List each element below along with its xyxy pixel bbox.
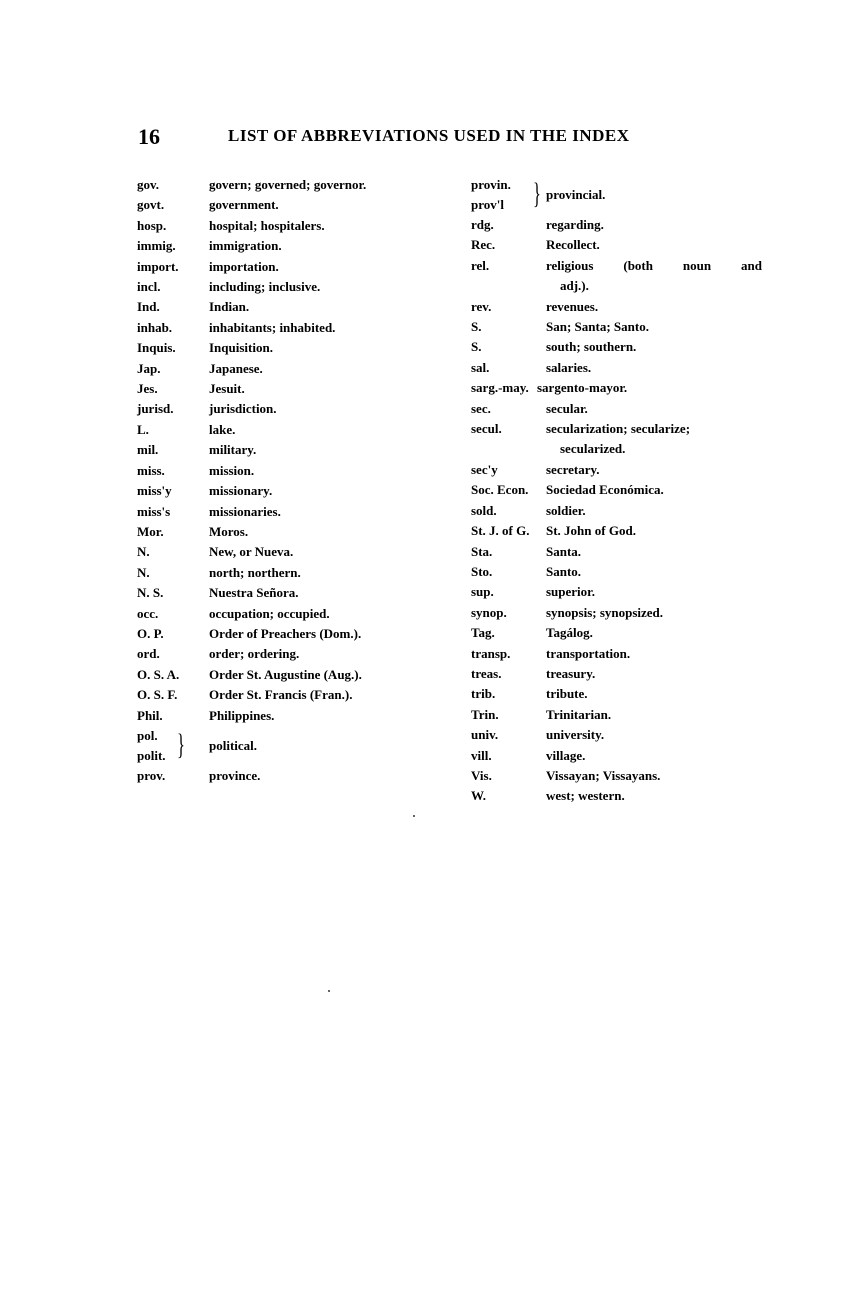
definition: west; western.: [546, 788, 625, 804]
abbreviation-entry: [137, 481, 457, 501]
definition: synopsis; synopsized.: [546, 604, 664, 620]
abbreviation-entry: [137, 644, 457, 664]
abbreviation: transp.: [471, 645, 511, 661]
abbreviation: miss's: [137, 503, 171, 519]
definition: govern; governed; governor.: [209, 177, 367, 192]
abbreviation-entry: [137, 624, 457, 644]
definition: Trinitarian.: [546, 706, 612, 722]
definition: Nuestra Señora.: [209, 585, 299, 601]
abbreviation: sarg.-may.: [471, 380, 529, 396]
abbreviation-entry: [471, 235, 771, 255]
abbreviation-entry: [137, 440, 457, 460]
abbreviation: Rec.: [471, 237, 496, 253]
definition: Japanese.: [209, 360, 263, 376]
definition: occupation; occupied.: [209, 605, 330, 621]
abbreviation: miss.: [137, 462, 165, 478]
definition: government.: [209, 197, 279, 213]
abbreviation-entry: [137, 665, 457, 685]
definition-word: (both: [623, 257, 653, 273]
abbreviation: ord.: [137, 646, 160, 662]
abbreviation: miss'y: [137, 483, 172, 499]
definition-word: religious: [546, 257, 594, 273]
abbreviation: Jap.: [137, 360, 161, 376]
definition: including; inclusive.: [209, 279, 321, 295]
definition: mission.: [209, 462, 255, 478]
abbreviation: sal.: [471, 359, 490, 375]
abbreviation: O. S. F.: [137, 687, 178, 703]
abbreviation: sec'y: [471, 461, 498, 477]
brace-glyph: }: [533, 177, 541, 210]
right-entry-list: [471, 297, 771, 379]
abbreviation-entry: [137, 461, 457, 481]
right-entry-list: [471, 460, 771, 807]
abbreviation: S.: [471, 339, 482, 355]
definition: transportation.: [546, 645, 631, 661]
abbreviation: provin.: [471, 177, 511, 192]
abbreviation-group-provincial: [471, 175, 771, 215]
abbreviation-entry: [471, 603, 771, 623]
definition: inhabitants; inhabited.: [209, 319, 336, 335]
abbreviation: sec.: [471, 400, 491, 416]
abbreviation: Inquis.: [137, 340, 176, 356]
abbreviation-entry: [137, 685, 457, 705]
left-column: [137, 175, 457, 786]
abbreviation: Sto.: [471, 563, 493, 579]
definition-continuation: adj.).: [560, 278, 589, 294]
abbreviation: polit.: [137, 747, 166, 763]
definition: revenues.: [546, 298, 599, 314]
abbreviation-entry: [471, 399, 771, 419]
definition-word: and: [741, 257, 762, 273]
abbreviation-entry: [471, 684, 771, 704]
abbreviation-entry: [471, 297, 771, 317]
abbreviation-entry: [471, 582, 771, 602]
abbreviation-entry: [137, 706, 457, 726]
abbreviation: L.: [137, 421, 149, 437]
definition: north; northern.: [209, 564, 301, 580]
abbreviation: Sta.: [471, 543, 493, 559]
definition: New, or Nueva.: [209, 544, 294, 560]
abbreviation-entry: [137, 399, 457, 419]
abbreviation: Jes.: [137, 381, 158, 397]
definition: Tagálog.: [546, 625, 593, 641]
abbreviation-entry: [137, 277, 457, 297]
abbreviation-entry: [471, 215, 771, 235]
abbreviation: N.: [137, 544, 150, 560]
page-number: 16: [138, 124, 160, 149]
definition: Order St. Augustine (Aug.).: [209, 666, 362, 682]
definition: Santo.: [546, 563, 582, 579]
abbreviation: N.: [137, 564, 150, 580]
abbreviation-entry: [471, 766, 771, 786]
definition: immigration.: [209, 238, 282, 254]
abbreviation-entry: [137, 195, 457, 215]
running-title: LIST OF ABBREVIATIONS USED IN THE INDEX: [228, 126, 630, 145]
right-entry-list: [471, 215, 771, 256]
abbreviation: hosp.: [137, 217, 167, 233]
definition: tribute.: [546, 686, 588, 702]
abbreviation: rdg.: [471, 217, 494, 232]
abbreviation: univ.: [471, 727, 499, 743]
definition: hospital; hospitalers.: [209, 217, 325, 233]
abbreviation-entry: [137, 257, 457, 277]
abbreviation: Phil.: [137, 707, 163, 723]
definition: Santa.: [546, 543, 582, 559]
definition: [546, 419, 771, 460]
abbreviation: Ind.: [137, 299, 160, 315]
definition: treasury.: [546, 665, 596, 681]
abbreviation: sold.: [471, 502, 497, 518]
abbreviation-entry: [471, 542, 771, 562]
abbreviation-entry: [137, 542, 457, 562]
abbreviation: immig.: [137, 238, 176, 254]
abbreviation-entry: [471, 521, 771, 541]
abbreviation-entry: [471, 623, 771, 643]
abbreviation-entry: [471, 562, 771, 582]
definition: salaries.: [546, 359, 592, 375]
abbreviation: pol.: [137, 727, 158, 743]
definition: [546, 256, 771, 297]
abbreviation-entry: [137, 766, 457, 786]
definition: jurisdiction.: [209, 401, 277, 417]
definition: military.: [209, 442, 257, 458]
definition-word: noun: [682, 257, 712, 273]
abbreviation: synop.: [471, 604, 507, 620]
abbreviation: Soc. Econ.: [471, 482, 529, 498]
definition: Order St. Francis (Fran.).: [209, 687, 353, 703]
abbreviation-entry: [137, 502, 457, 522]
definition: Moros.: [209, 523, 249, 539]
abbreviation-entry: [471, 460, 771, 480]
definition: Sociedad Económica.: [546, 482, 664, 498]
definition: province.: [209, 767, 261, 783]
abbreviation: N. S.: [137, 585, 164, 601]
right-column: [471, 175, 771, 807]
definition: Order of Preachers (Dom.).: [209, 625, 362, 641]
definition: Philippines.: [209, 707, 275, 723]
definition: importation.: [209, 258, 279, 274]
abbreviation: secul.: [471, 421, 502, 437]
abbreviation: import.: [137, 258, 179, 274]
abbreviation: Trin.: [471, 706, 499, 722]
abbreviation: rev.: [471, 298, 492, 314]
abbreviation-entry: [471, 705, 771, 725]
abbreviation-entry: [137, 297, 457, 317]
abbreviation: S.: [471, 319, 482, 335]
abbreviation-entry: [471, 786, 771, 806]
abbreviation-entry: [471, 256, 771, 297]
definition: order; ordering.: [209, 646, 300, 662]
abbreviation: mil.: [137, 442, 159, 458]
definition: St. John of God.: [546, 523, 636, 539]
abbreviation: Tag.: [471, 625, 495, 641]
abbreviation-entry: [471, 664, 771, 684]
abbreviation-entry: [471, 419, 771, 460]
abbreviation: O. S. A.: [137, 666, 180, 682]
abbreviation-entry: [137, 338, 457, 358]
abbreviation-entry: [137, 216, 457, 236]
definition: missionaries.: [209, 503, 281, 519]
definition: soldier.: [546, 502, 586, 518]
abbreviation: Vis.: [471, 767, 492, 783]
abbreviation-entry: [471, 317, 771, 337]
abbreviation: O. P.: [137, 625, 164, 641]
page-header: [138, 124, 698, 150]
abbreviation: incl.: [137, 279, 161, 295]
abbreviation: vill.: [471, 747, 492, 763]
abbreviation: occ.: [137, 605, 159, 621]
abbreviation-entry: [471, 644, 771, 664]
abbreviation-entry: [137, 318, 457, 338]
left-entry-list: [137, 175, 457, 726]
definition: south; southern.: [546, 339, 637, 355]
definition: regarding.: [546, 217, 604, 232]
definition: Indian.: [209, 299, 250, 315]
definition: provincial.: [546, 187, 606, 202]
abbreviation: trib.: [471, 686, 496, 702]
definition: secular.: [546, 400, 588, 416]
scan-speck: [328, 990, 330, 992]
definition: village.: [546, 747, 586, 763]
definition: university.: [546, 727, 605, 743]
definition: sargento-mayor.: [537, 380, 628, 396]
abbreviation: gov.: [137, 177, 160, 192]
abbreviation: prov'l: [471, 197, 504, 212]
abbreviation-entry: [137, 236, 457, 256]
brace-glyph: }: [177, 727, 185, 761]
abbreviation: St. J. of G.: [471, 523, 530, 539]
abbreviation-entry: [137, 420, 457, 440]
abbreviation-group-political: [137, 726, 457, 766]
abbreviation: rel.: [471, 257, 490, 273]
abbreviation: treas.: [471, 665, 502, 681]
abbreviation-entry: [137, 563, 457, 583]
abbreviation: jurisd.: [137, 401, 174, 417]
abbreviation-entry: [471, 501, 771, 521]
abbreviation-entry: [471, 725, 771, 745]
abbreviation: prov.: [137, 767, 166, 783]
abbreviation: Mor.: [137, 523, 164, 539]
definition: superior.: [546, 584, 595, 600]
abbreviation-entry: [137, 604, 457, 624]
abbreviation-entry: [471, 480, 771, 500]
definition-line: [546, 256, 762, 276]
abbreviation: inhab.: [137, 319, 173, 335]
definition: missionary.: [209, 483, 273, 499]
definition: lake.: [209, 421, 236, 437]
definition: political.: [209, 737, 258, 753]
abbreviation: govt.: [137, 197, 165, 213]
definition: secretary.: [546, 461, 600, 477]
abbreviation-entry: [471, 746, 771, 766]
definition-line: secularization; secularize;: [546, 421, 691, 437]
abbreviation-entry: [137, 379, 457, 399]
definition: Inquisition.: [209, 340, 273, 356]
definition: Recollect.: [546, 237, 600, 253]
abbreviation-entry: [471, 378, 771, 398]
definition: Vissayan; Vissayans.: [546, 767, 661, 783]
definition: San; Santa; Santo.: [546, 319, 649, 335]
definition-continuation: secularized.: [560, 441, 626, 457]
abbreviation-entry: [137, 583, 457, 603]
abbreviation-entry: [471, 358, 771, 378]
definition: Jesuit.: [209, 381, 245, 397]
abbreviation-entry: [137, 175, 457, 195]
scan-speck: [413, 815, 415, 817]
abbreviation: W.: [471, 788, 487, 804]
abbreviation-entry: [137, 359, 457, 379]
abbreviation-entry: [471, 337, 771, 357]
abbreviation-entry: [137, 522, 457, 542]
abbreviation: sup.: [471, 584, 494, 600]
